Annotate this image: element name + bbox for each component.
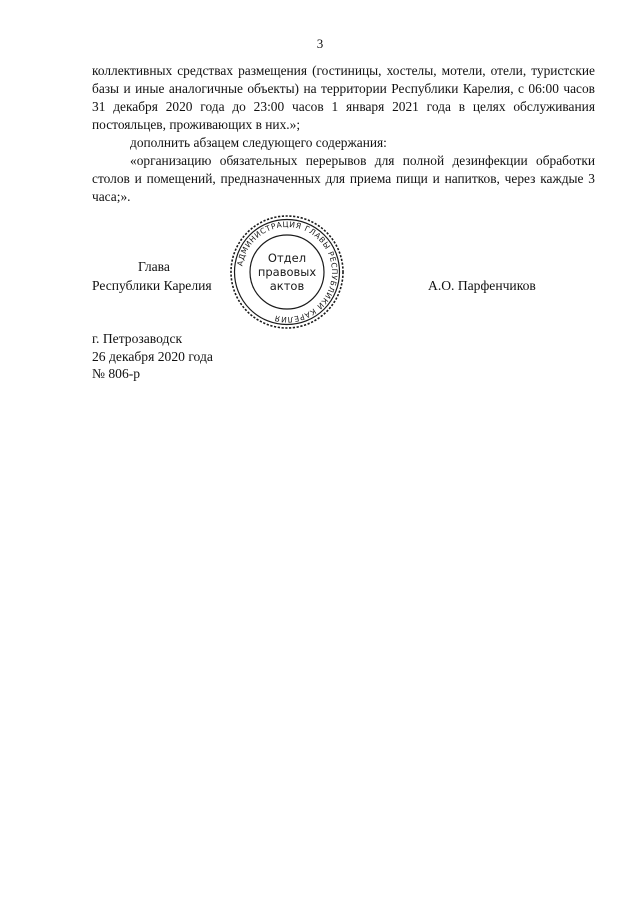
signatory-name: А.О. Парфенчиков: [428, 278, 536, 293]
document-number: № 806-р: [92, 366, 141, 381]
signatory-title-line-2: Республики Карелия: [92, 278, 212, 293]
stamp-ring-text: АДМИНИСТРАЦИЯ ГЛАВЫ РЕСПУБЛИКИ КАРЕЛИЯ: [235, 219, 340, 325]
issue-date: 26 декабря 2020 года: [92, 348, 213, 364]
stamp-seal-icon: [228, 213, 346, 331]
official-stamp: [228, 213, 346, 331]
stamp-line-3: актов: [269, 279, 305, 293]
document-body: [92, 62, 595, 206]
body-paragraph: «организацию обязательных перерывов для полной дезинфекции обработки столов и помещений, предназначенных для приема пищи и напитков, через каждые 3 часа;».: [92, 153, 595, 204]
body-paragraph: коллективных средствах размещения (гостиницы, хостелы, мотели, отели, туристские базы и иные аналогичные объекты) на территории Республики Карелия, с 06:00 часов 31 декабря 2020 года до 23:00 часов 1 января 2021 года в целях обслуживания постояльцев, проживающих в них.»;: [92, 63, 595, 132]
issue-city: г. Петрозаводск: [92, 331, 183, 346]
issue-details: [92, 330, 213, 383]
stamp-line-1: Отдел: [267, 251, 307, 265]
page-number: 3: [316, 36, 324, 51]
signatory-title-line-1: Глава: [138, 259, 170, 274]
stamp-line-2: правовых: [257, 265, 317, 279]
body-paragraph: дополнить абзацем следующего содержания:: [130, 135, 387, 150]
